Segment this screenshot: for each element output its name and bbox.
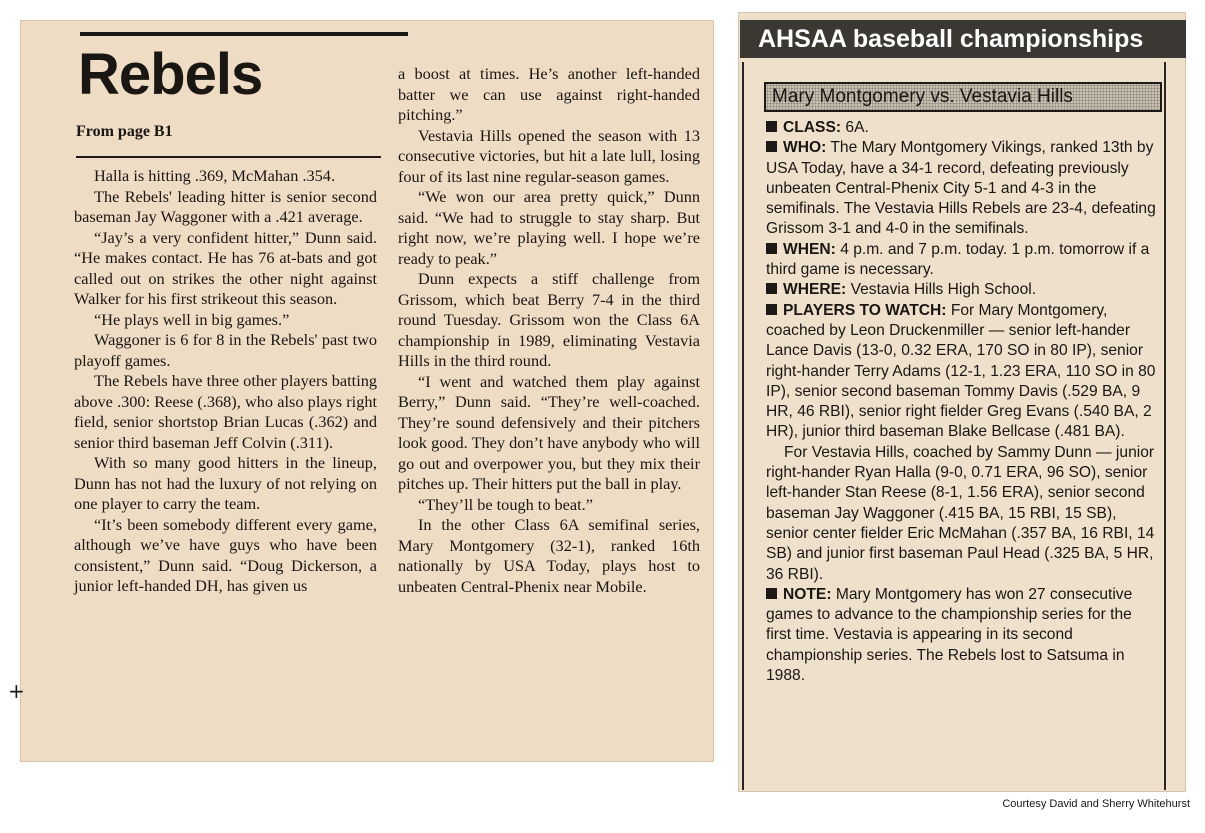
square-bullet-icon — [766, 141, 777, 152]
paragraph: “Jay’s a very confident hitter,” Dunn said. “He makes contact. He has 76 at-bats and got called out on strikes the other night against Walker for his first strikeout this season. — [74, 227, 377, 308]
paragraph: “I went and watched them play against Berry,” Dunn said. “They’re well-coached. They’re sound defensively and their pitchers look good. They don’t have anybody who will go out and overpower you, but they mix their pitches up. Their hitters put the ball in play. — [398, 371, 700, 493]
note-label: NOTE: — [783, 585, 832, 603]
when-label: WHEN: — [783, 240, 836, 258]
paragraph: The Rebels' leading hitter is senior second baseman Jay Waggoner with a .421 average. — [74, 186, 377, 226]
square-bullet-icon — [766, 283, 777, 294]
square-bullet-icon — [766, 243, 777, 254]
article-headline: Rebels — [78, 42, 263, 107]
paragraph: “It’s been somebody different every game, although we’ve have guys who have been consistent,” Dunn said. “Doug Dickerson, a junior left-handed DH, has given us — [74, 514, 377, 595]
class-text: 6A. — [845, 119, 869, 136]
square-bullet-icon — [766, 121, 777, 132]
article-column-1 — [74, 166, 377, 597]
players-text: For Mary Montgomery, coached by Leon Druckenmiller — senior left-hander Lance Davis (13-0, 0.32 ERA, 170 SO in 80 IP), senior right-hander Terry Adams (12-1, 1.23 ERA, 110 SO in 80 IP), senior second baseman Tommy Davis (.529 BA, 9 HR, 46 RBI), senior right fielder Greg Evans (.540 BA, 2 HR), junior third baseman Blake Bellcase (.481 BA). — [766, 301, 1156, 441]
who-label: WHO: — [783, 139, 827, 157]
jump-line-rule — [76, 156, 381, 158]
note-entry — [766, 585, 1156, 686]
where-label: WHERE: — [783, 281, 847, 299]
paragraph: The Rebels have three other players batting above .300: Reese (.368), who also plays right field, senior shortstop Brian Lucas (.362) and senior third baseman Jeff Colvin (.311). — [74, 371, 378, 452]
when-entry — [766, 240, 1156, 281]
when-text: 4 p.m. and 7 p.m. today. 1 p.m. tomorrow if a third game is necessary. — [766, 240, 1150, 279]
note-text: Mary Montgomery has won 27 consecutive games to advance to the championship series for the first time. Vestavia is appearing in its second championship series. The Rebels lost to Satsuma in 1988. — [766, 585, 1133, 685]
paragraph: “They’ll be tough to beat.” — [418, 494, 593, 514]
rebels-article-clipping — [20, 20, 714, 762]
article-column-2 — [398, 64, 700, 597]
paragraph: Waggoner is 6 for 8 in the Rebels' past two playoff games. — [74, 330, 377, 370]
photo-credit: Courtesy David and Sherry Whitehurst — [1002, 798, 1190, 810]
who-text: The Mary Montgomery Vikings, ranked 13th by USA Today, have a 34-1 record, defeating previously unbeaten Central-Phenix City 5-1 and 4-3 in the semifinals. The Vestavia Hills Rebels are 23-4, defeating Grissom 3-1 and 4-0 in the semifinals. — [766, 139, 1156, 238]
paragraph: a boost at times. He’s another left-handed batter we can use against right-handed pitching.” — [398, 64, 700, 124]
square-bullet-icon — [766, 588, 777, 599]
where-entry — [766, 280, 1156, 300]
paragraph: Dunn expects a stiff challenge from Grissom, which beat Berry 7-4 in the third round Tuesday. Grissom won the Class 6A championship in 1989, eliminating Vestavia Hills in the third round. — [398, 269, 700, 370]
class-label: CLASS: — [783, 119, 842, 136]
sidebar-body — [766, 118, 1156, 686]
paragraph: In the other Class 6A semifinal series, Mary Montgomery (32-1), ranked 16th nationally by USA Today, plays host to unbeaten Central-Phenix near Mobile. — [398, 515, 700, 596]
sidebar-banner: AHSAA baseball championships — [740, 20, 1186, 58]
paragraph: Halla is hitting .369, McMahan .354. — [94, 166, 336, 185]
who-entry — [766, 138, 1156, 239]
headline-rule — [80, 32, 408, 36]
registration-mark: + — [8, 679, 25, 703]
paragraph: “He plays well in big games.” — [94, 309, 290, 329]
players-label: PLAYERS TO WATCH: — [783, 301, 947, 319]
paragraph: Vestavia Hills opened the season with 13 consecutive victories, but hit a late lull, losing four of its last nine regular-season games. — [398, 125, 700, 186]
vestavia-players-entry: For Vestavia Hills, coached by Sammy Dunn — junior right-hander Ryan Halla (9-0, 0.71 ERA, 96 SO), senior left-hander Stan Reese (8-1, 1.56 ERA), senior second baseman Jay Waggoner (.415 BA, 15 RBI, 15 SB), senior center fielder Eric McMahan (.357 BA, 16 RBI, 14 SB) and junior first baseman Paul Head (.325 BA, 5 HR, 36 RBI). — [766, 443, 1155, 583]
players-entry — [766, 301, 1156, 443]
square-bullet-icon — [766, 304, 777, 315]
jump-line: From page B1 — [76, 123, 173, 140]
championship-sidebar-clipping — [738, 12, 1186, 792]
matchup-header: Mary Montgomery vs. Vestavia Hills — [764, 82, 1162, 112]
where-text: Vestavia Hills High School. — [850, 281, 1037, 299]
class-entry — [766, 118, 1156, 138]
paragraph: With so many good hitters in the lineup, Dunn has not had the luxury of not relying on one player to carry the team. — [74, 453, 377, 513]
paragraph: “We won our area pretty quick,” Dunn said. “We had to struggle to stay sharp. But right now, we’re playing well. I hope we’re ready to peak.” — [398, 187, 700, 268]
